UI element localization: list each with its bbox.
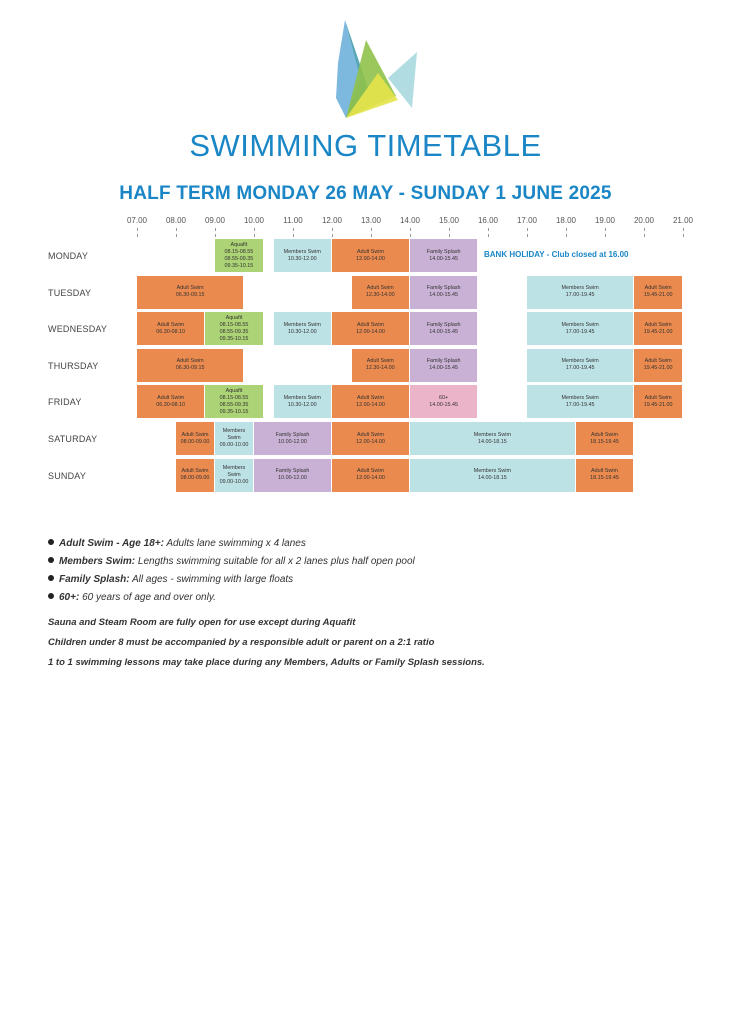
bank-holiday-note: BANK HOLIDAY - Club closed at 16.00	[484, 250, 629, 259]
note-lessons: 1 to 1 swimming lessons may take place during any Members, Adults or Family Splash sessions.	[48, 657, 485, 668]
session-adult-swim	[332, 239, 409, 272]
session-text: Aquafit	[230, 241, 248, 248]
session-adult-swim	[137, 385, 204, 418]
session-text: Adult Swim	[181, 431, 209, 438]
day-label: MONDAY	[48, 251, 89, 261]
session-text: 06.30-09.15	[175, 292, 205, 299]
session-family-splash	[254, 422, 331, 455]
session-text: 17.00-19.45	[565, 365, 595, 372]
session-text: 12.30-14.00	[365, 365, 395, 372]
legend-desc: 60 years of age and over only.	[79, 592, 216, 603]
session-text: Members Swim	[283, 394, 321, 401]
session-text: 14.00-15.45	[429, 401, 459, 408]
session-text: 06.30-08.10	[156, 401, 186, 408]
session-family-splash	[410, 276, 477, 309]
session-adult-swim	[576, 422, 634, 455]
sailing-logo	[318, 18, 418, 124]
time-label: 15.00	[438, 216, 460, 225]
day-row-friday	[0, 384, 731, 420]
time-tick	[293, 228, 294, 237]
legend-term: Family Splash:	[59, 574, 130, 585]
session-text: Adult Swim	[357, 431, 384, 438]
bullet-icon	[48, 539, 54, 545]
session-text: Adult Swim	[357, 248, 384, 255]
session-text: 08.15-08.55	[219, 321, 249, 328]
legend-term: Members Swim:	[59, 556, 136, 567]
time-label: 18.00	[555, 216, 577, 225]
session-text: 10.30-12.00	[287, 255, 317, 262]
legend-desc: Adults lane swimming x 4 lanes	[163, 538, 306, 549]
time-label: 12.00	[321, 216, 343, 225]
session-text: Adult Swim	[366, 285, 394, 292]
session-text: 10.30-12.00	[287, 401, 317, 408]
time-label: 09.00	[204, 216, 226, 225]
session-text: Adult Swim	[644, 321, 672, 328]
session-text: Adult Swim	[157, 321, 185, 328]
timetable-grid	[0, 238, 731, 498]
time-axis	[0, 216, 731, 240]
day-label: SATURDAY	[48, 434, 98, 444]
session-text: 19.45-21.00	[643, 328, 673, 335]
session-family-splash	[410, 349, 477, 382]
legend-item	[48, 589, 688, 607]
time-label: 16.00	[477, 216, 499, 225]
time-tick	[176, 228, 177, 237]
session-text: Members Swim	[283, 321, 321, 328]
session-text: Family Splash	[426, 248, 461, 255]
session-text: Swim	[227, 435, 241, 441]
session-aquafit	[205, 385, 263, 418]
session-adult-swim	[332, 459, 409, 492]
day-label: SUNDAY	[48, 470, 87, 481]
session-adult-swim	[137, 312, 204, 345]
session-text: 12.00-14.00	[356, 255, 385, 262]
session-text: Family Splash	[275, 431, 310, 438]
session-members-swim	[215, 422, 253, 455]
session-text: Members Swim	[561, 285, 599, 292]
session-text: 09.00-10.00	[219, 478, 249, 485]
session-members-swim	[527, 312, 633, 345]
time-tick	[566, 228, 567, 237]
session-text: Members Swim	[283, 248, 321, 255]
session-adult-swim	[176, 422, 214, 455]
time-label: 11.00	[283, 216, 303, 225]
session-text: 17.00-19.45	[565, 401, 595, 408]
session-text: 06.30-09.15	[175, 365, 205, 372]
time-label: 10.00	[243, 216, 265, 225]
time-label: 20.00	[633, 216, 655, 225]
session-text: Adult Swim	[357, 321, 384, 328]
session-text: 12.00-14.00	[356, 475, 385, 482]
session-text: Adult Swim	[181, 468, 209, 475]
session-text: 09.00-10.00	[219, 442, 249, 448]
legend-desc: Lengths swimming suitable for all x 2 lanes plus half open pool	[135, 556, 415, 567]
session-text: Members Swim	[561, 358, 599, 365]
day-label: THURSDAY	[48, 360, 99, 371]
session-adult-swim	[332, 422, 409, 455]
legend-term: 60+:	[59, 592, 80, 603]
session-text: 18.15-19.45	[590, 438, 619, 445]
session-adult-swim	[634, 312, 682, 345]
session-members-swim	[527, 385, 633, 418]
session-text: Members Swim	[561, 321, 599, 328]
session-text: 60+	[439, 394, 449, 401]
session-text: Members Swim	[473, 431, 511, 438]
session-adult-swim	[332, 385, 409, 418]
legend-item	[48, 535, 688, 553]
bullet-icon	[48, 593, 54, 599]
session-text: 08.55-09.35	[224, 255, 254, 262]
session-text: Members Swim	[473, 468, 511, 475]
day-row-tuesday	[0, 275, 731, 311]
session-text: Adult Swim	[176, 358, 204, 365]
session-text: Family Splash	[426, 285, 461, 292]
session-members-swim	[410, 459, 575, 492]
session-adult-swim	[176, 459, 214, 492]
day-row-monday	[0, 238, 731, 274]
session-text: Swim	[227, 471, 241, 478]
session-adult-swim	[332, 312, 409, 345]
session-text: Family Splash	[426, 321, 461, 328]
day-row-wednesday	[0, 311, 731, 347]
session-text: 19.45-21.00	[643, 365, 673, 372]
session-text: Adult Swim	[357, 468, 384, 475]
session-adult-swim	[137, 349, 243, 382]
session-text: 10.00-12.00	[278, 475, 307, 482]
session-text: 09.35-10.15	[224, 262, 254, 269]
session-adult-swim	[352, 349, 410, 382]
session-text: Members	[222, 464, 246, 471]
session-text: 08.55-09.35	[219, 401, 249, 408]
session-adult-swim	[352, 276, 410, 309]
session-aquafit	[215, 239, 263, 272]
session-text: 14.00-15.45	[429, 255, 459, 262]
session-members-swim	[527, 349, 633, 382]
session-members-swim	[274, 312, 332, 345]
session-text: 14.00-15.45	[429, 292, 459, 299]
session-text: 08.15-08.55	[219, 394, 249, 401]
time-tick	[527, 228, 528, 237]
session-text: Members	[222, 428, 246, 434]
time-label: 07.00	[126, 216, 148, 225]
legend-desc: All ages - swimming with large floats	[129, 574, 294, 585]
time-label: 14.00	[399, 216, 421, 225]
session-adult-swim	[634, 276, 682, 309]
session-text: 12.30-14.00	[365, 292, 395, 299]
session-text: 12.00-14.00	[356, 438, 385, 445]
session-text: 12.00-14.00	[356, 328, 385, 335]
time-tick	[488, 228, 489, 237]
session-members-swim	[410, 422, 575, 455]
day-label: WEDNESDAY	[48, 324, 108, 335]
session-aquafit	[205, 312, 263, 345]
session-adult-swim	[576, 459, 634, 492]
session-family-splash	[254, 459, 331, 492]
session-text: Adult Swim	[591, 431, 618, 438]
session-text: 08.00-09.00	[180, 475, 210, 482]
session-text: Adult Swim	[366, 358, 394, 365]
page-title: SWIMMING TIMETABLE	[189, 128, 542, 163]
session-text: Aquafit	[225, 314, 243, 321]
session-text: Adult Swim	[644, 358, 672, 365]
time-label: 19.00	[594, 216, 616, 225]
session-text: 10.30-12.00	[287, 328, 317, 335]
day-label: TUESDAY	[48, 287, 92, 298]
session-text: 10.00-12.00	[278, 438, 307, 445]
session-text: 14.00-18.15	[477, 438, 507, 445]
session-family-splash	[410, 239, 477, 272]
time-tick	[605, 228, 606, 237]
time-tick	[371, 228, 372, 237]
session-text: Aquafit	[225, 387, 243, 394]
session-members-swim	[274, 239, 332, 272]
session-text: 08.15-08.55	[224, 248, 254, 255]
session-members-swim	[527, 276, 633, 309]
time-label: 21.00	[672, 216, 694, 225]
time-label: 08.00	[165, 216, 187, 225]
session-text: Family Splash	[426, 358, 461, 365]
bullet-icon	[48, 575, 54, 581]
session-adult-swim	[634, 349, 682, 382]
page-subtitle: HALF TERM MONDAY 26 MAY - SUNDAY 1 JUNE 2025	[119, 183, 612, 204]
time-tick	[254, 228, 255, 237]
time-tick	[332, 228, 333, 237]
session-text: Members Swim	[561, 394, 599, 401]
session-text: 08.55-09.35	[219, 328, 249, 335]
time-tick	[644, 228, 645, 237]
session-text: 14.00-15.45	[429, 328, 459, 335]
notes	[48, 613, 708, 673]
day-label: FRIDAY	[48, 397, 82, 408]
session-text: 09.35-10.15	[219, 335, 249, 342]
day-row-thursday	[0, 348, 731, 384]
session-text: Adult Swim	[176, 285, 204, 292]
session-text: 19.45-21.00	[643, 292, 673, 299]
session-members-swim	[274, 385, 332, 418]
session-text: 17.00-19.45	[565, 328, 595, 335]
day-row-saturday	[0, 421, 731, 457]
session-text: Adult Swim	[157, 394, 185, 401]
session-text: Adult Swim	[591, 468, 618, 475]
session-text: 08.00-09.00	[180, 438, 210, 445]
time-label: 13.00	[360, 216, 382, 225]
legend-item	[48, 553, 688, 571]
session-text: 09.35-10.15	[219, 408, 249, 415]
note-children: Children under 8 must be accompanied by a responsible adult or parent on a 2:1 ratio	[48, 637, 435, 648]
session-text: 14.00-15.45	[429, 365, 459, 372]
session-text: 12.00-14.00	[356, 401, 385, 408]
session-text: 17.00-19.45	[565, 292, 595, 299]
session-adult-swim	[634, 385, 682, 418]
legend	[48, 535, 688, 607]
time-label: 17.00	[516, 216, 538, 225]
time-tick	[683, 228, 684, 237]
session-text: Adult Swim	[644, 285, 672, 292]
session-adult-swim	[137, 276, 243, 309]
session-members-swim	[215, 459, 253, 492]
legend-term: Adult Swim - Age 18+:	[59, 538, 164, 549]
bullet-icon	[48, 557, 54, 563]
session-family-splash	[410, 312, 477, 345]
time-tick	[215, 228, 216, 237]
time-tick	[449, 228, 450, 237]
session-text: 18.15-19.45	[590, 475, 619, 482]
time-tick	[410, 228, 411, 237]
session-sixty-plus	[410, 385, 477, 418]
session-text: 06.30-08.10	[156, 328, 186, 335]
legend-item	[48, 571, 688, 589]
session-text: 19.45-21.00	[643, 401, 673, 408]
session-text: Family Splash	[275, 468, 310, 475]
note-sauna: Sauna and Steam Room are fully open for use except during Aquafit	[48, 617, 356, 628]
session-text: Adult Swim	[357, 394, 384, 401]
session-text: Adult Swim	[644, 394, 672, 401]
session-text: 14.00-18.15	[477, 475, 507, 482]
time-tick	[137, 228, 138, 237]
day-row-sunday	[0, 458, 731, 494]
